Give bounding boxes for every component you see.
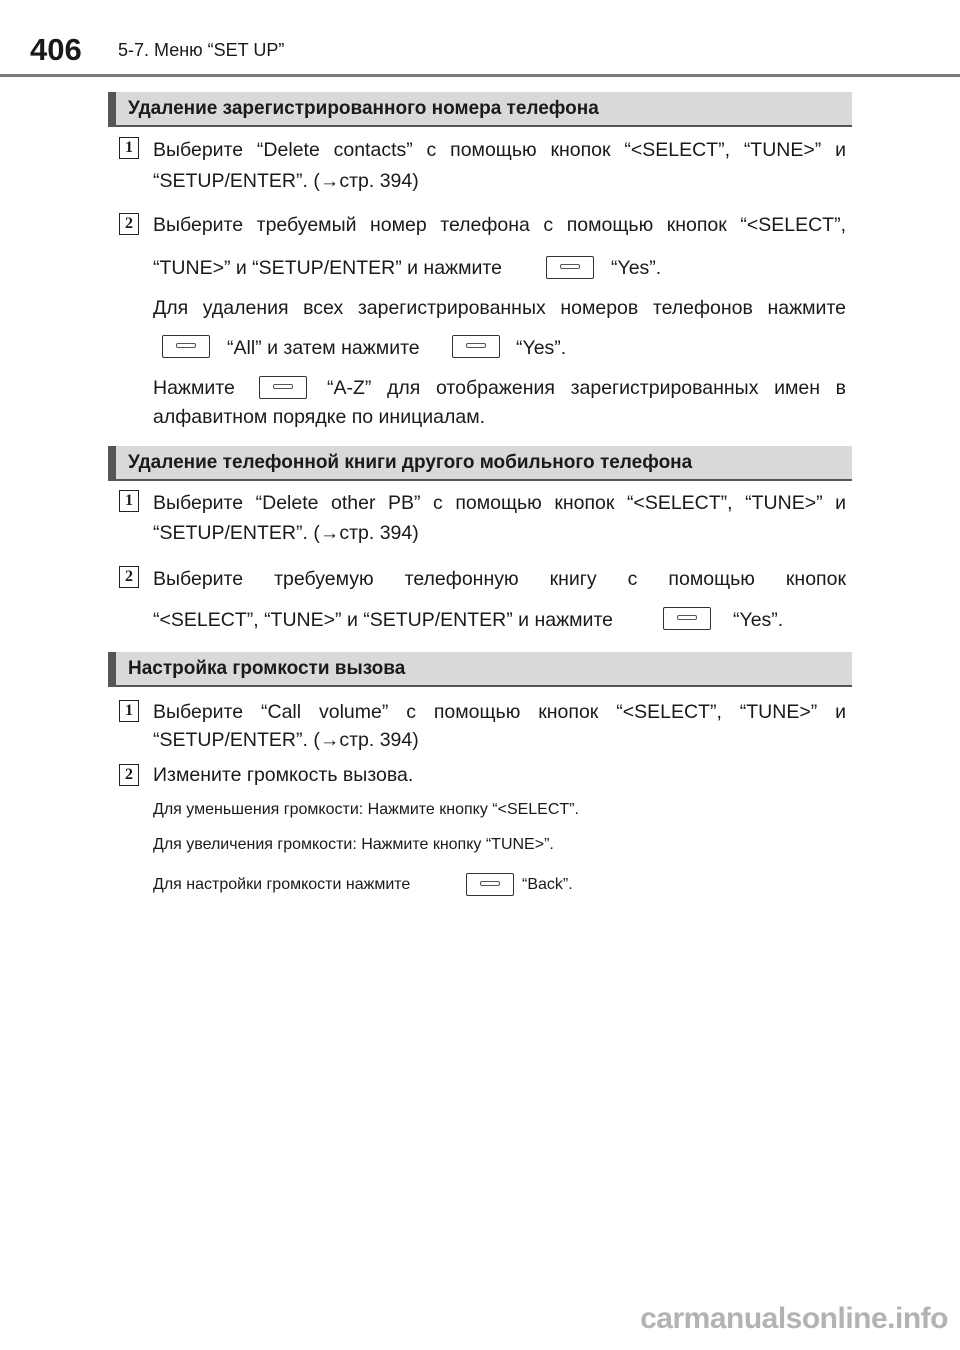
step-text: “TUNE>” и “SETUP/ENTER” и нажмите <box>153 257 502 279</box>
step-text: “Yes”. <box>733 609 784 631</box>
chapter-title: 5-7. Меню “SET UP” <box>118 40 285 60</box>
step-text: “SETUP/ENTER”. (→стр. 394) <box>153 729 419 751</box>
watermark: carmanualsonline.info <box>640 1302 948 1335</box>
screen-button-icon <box>452 335 500 358</box>
header-divider <box>0 74 960 77</box>
step-text: “Yes”. <box>516 337 567 359</box>
step-text: “SETUP/ENTER”. (→стр. 394) <box>153 522 419 544</box>
note-text: “Back”. <box>522 876 573 893</box>
step-text: Выберите “Delete contacts” с помощью кнопок “<SELECT”, “TUNE>” и <box>153 139 846 161</box>
step-text: “All” и затем нажмите <box>227 337 420 359</box>
screen-button-icon <box>546 256 594 279</box>
step-text: Выберите “Delete other PB” с помощью кнопок “<SELECT”, “TUNE>” и <box>153 492 846 514</box>
step-text: Измените громкость вызова. <box>153 764 414 786</box>
step-number: 1 <box>119 490 139 512</box>
step-number: 2 <box>119 764 139 786</box>
step-text: Выберите “Call volume” с помощью кнопок “<SELECT”, “TUNE>” и <box>153 701 846 723</box>
step-text: Нажмите <box>153 377 235 399</box>
note-text: Для увеличения громкости: Нажмите кнопку “TUNE>”. <box>153 836 554 853</box>
step-number: 2 <box>119 566 139 588</box>
step-text: “Yes”. <box>611 257 662 279</box>
step-text: Для удаления всех зарегистрированных номеров телефонов нажмите <box>153 297 846 319</box>
page-number: 406 <box>30 32 82 67</box>
note-text: Для уменьшения громкости: Нажмите кнопку “<SELECT”. <box>153 801 579 818</box>
section-heading-call-volume: Настройка громкости вызова <box>108 652 852 687</box>
screen-button-icon <box>259 376 307 399</box>
note-text: Для настройки громкости нажмите <box>153 876 411 893</box>
step-number: 1 <box>119 137 139 159</box>
page-header <box>0 0 960 78</box>
step-number: 2 <box>119 213 139 235</box>
screen-button-icon <box>663 607 711 630</box>
step-text: Выберите требуемую телефонную книгу с помощью кнопок <box>153 568 846 590</box>
step-text: “<SELECT”, “TUNE>” и “SETUP/ENTER” и нажмите <box>153 609 614 631</box>
step-number: 1 <box>119 700 139 722</box>
step-text: Выберите требуемый номер телефона с помощью кнопок “<SELECT”, <box>153 214 846 236</box>
step-text: алфавитном порядке по инициалам. <box>153 406 486 428</box>
screen-button-icon <box>466 873 514 896</box>
screen-button-icon <box>162 335 210 358</box>
step-text: “SETUP/ENTER”. (→стр. 394) <box>153 170 419 192</box>
step-text: “A-Z” для отображения зарегистрированных имен в <box>327 377 846 399</box>
section-heading-delete-phonebook: Удаление телефонной книги другого мобильного телефона <box>108 446 852 481</box>
section-heading-delete-number: Удаление зарегистрированного номера телефона <box>108 92 852 127</box>
